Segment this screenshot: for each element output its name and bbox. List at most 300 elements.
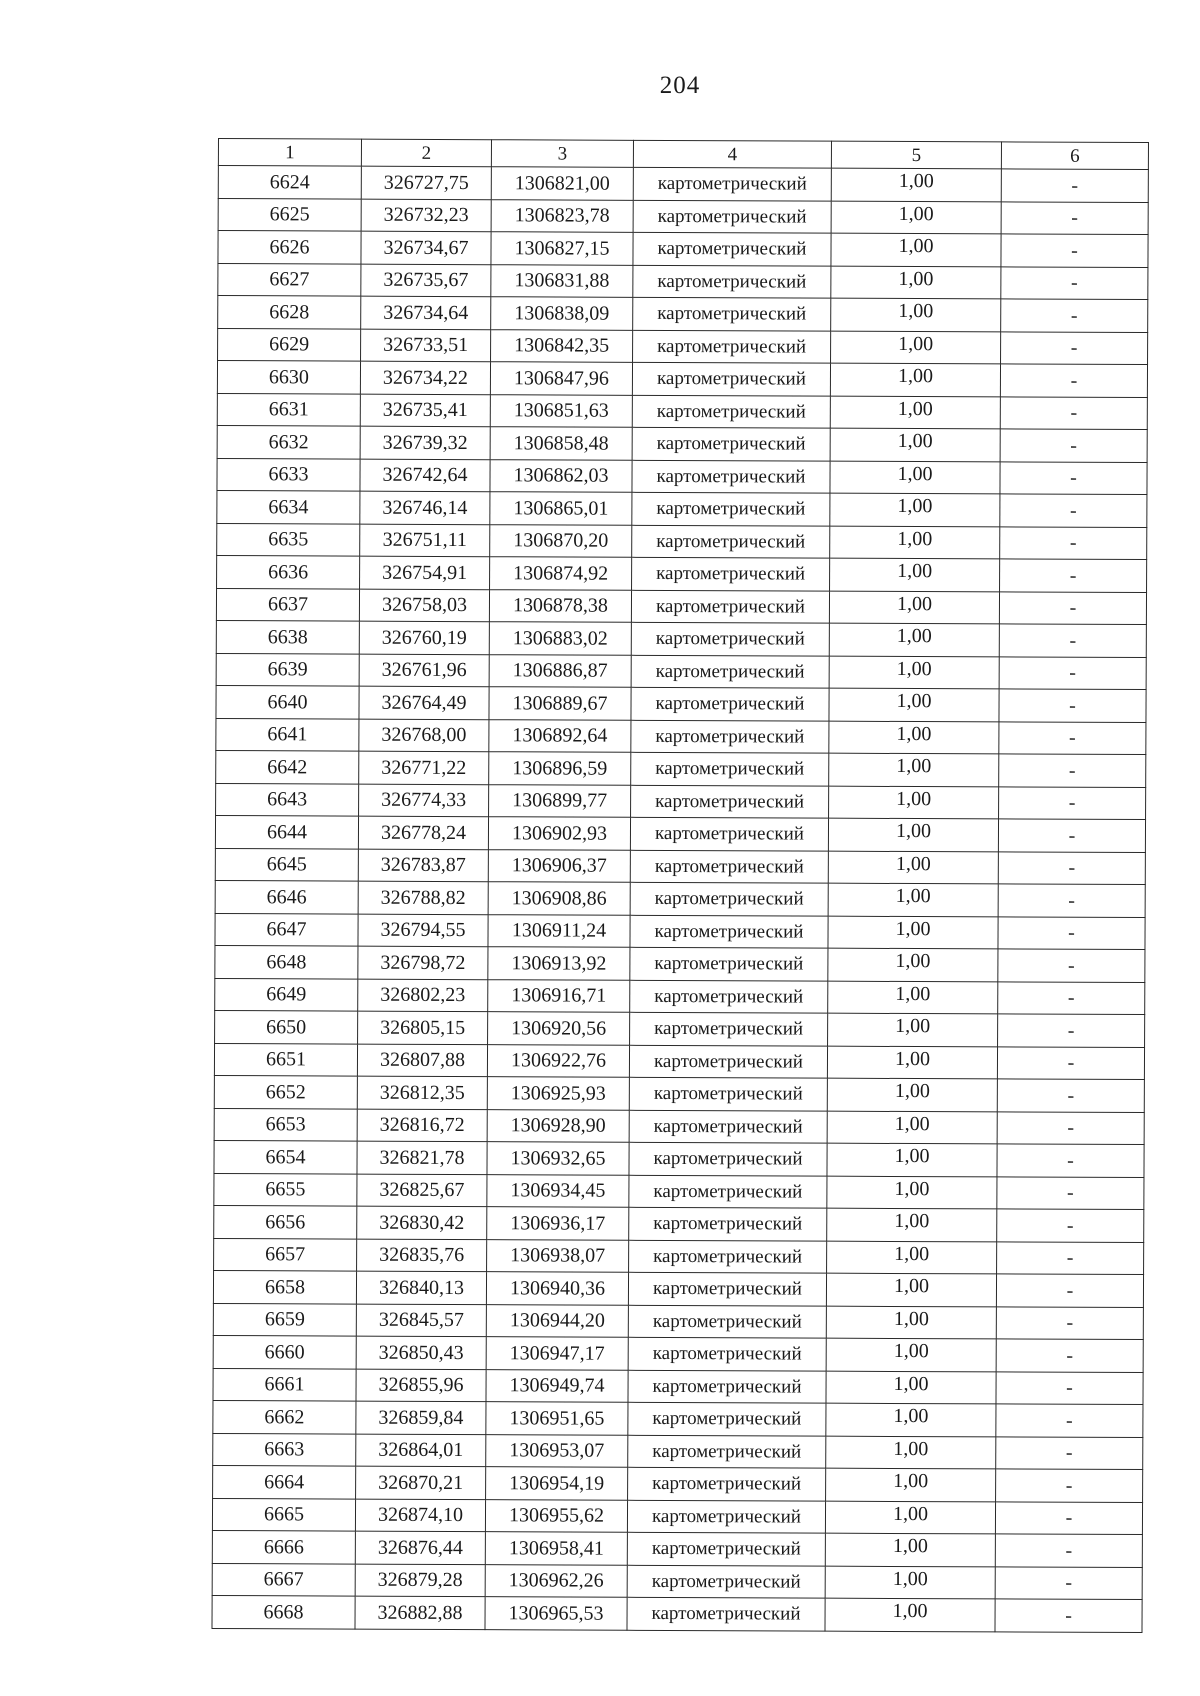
point-number-cell: 6652	[214, 1075, 357, 1108]
column-header-1: 1	[218, 139, 361, 167]
x-coordinate-cell: 326802,23	[358, 979, 488, 1012]
point-number-cell: 6661	[213, 1368, 356, 1401]
precision-cell: 1,00	[830, 526, 1000, 559]
method-cell: картометрический	[629, 1142, 827, 1175]
precision-cell: 1,00	[825, 1501, 995, 1534]
method-cell: картометрический	[627, 1565, 825, 1598]
y-coordinate-cell: 1306908,86	[488, 882, 630, 915]
method-cell: картометрический	[627, 1500, 825, 1533]
precision-cell: 1,00	[828, 948, 998, 981]
method-cell: картометрический	[630, 980, 828, 1013]
table-row	[213, 1335, 1143, 1372]
description-cell: -	[1001, 331, 1148, 364]
method-cell: картометрический	[631, 752, 829, 785]
precision-cell: 1,00	[827, 1241, 997, 1274]
point-number-cell: 6658	[213, 1270, 356, 1303]
table-row	[216, 783, 1146, 820]
x-coordinate-cell: 326835,76	[357, 1239, 487, 1272]
y-coordinate-cell: 1306925,93	[487, 1077, 629, 1110]
description-cell: -	[998, 819, 1145, 852]
x-coordinate-cell: 326805,15	[358, 1011, 488, 1044]
y-coordinate-cell: 1306851,63	[490, 394, 632, 427]
y-coordinate-cell: 1306838,09	[491, 297, 633, 330]
precision-cell: 1,00	[826, 1273, 996, 1306]
point-number-cell: 6634	[217, 490, 360, 523]
description-cell: -	[1000, 396, 1147, 429]
description-cell: -	[998, 851, 1145, 884]
point-number-cell: 6657	[214, 1238, 357, 1271]
precision-cell: 1,00	[827, 1176, 997, 1209]
point-number-cell: 6636	[217, 555, 360, 588]
method-cell: картометрический	[630, 1012, 828, 1045]
x-coordinate-cell: 326845,57	[356, 1304, 486, 1337]
x-coordinate-cell: 326778,24	[358, 816, 488, 849]
y-coordinate-cell: 1306916,71	[488, 979, 630, 1012]
table-row	[213, 1465, 1143, 1502]
x-coordinate-cell: 326783,87	[358, 849, 488, 882]
precision-cell: 1,00	[827, 1078, 997, 1111]
precision-cell: 1,00	[831, 233, 1001, 266]
point-number-cell: 6626	[218, 231, 361, 264]
table-header-row	[218, 139, 1148, 170]
precision-cell: 1,00	[831, 168, 1001, 201]
point-number-cell: 6645	[215, 848, 358, 881]
method-cell: картометрический	[628, 1402, 826, 1435]
x-coordinate-cell: 326830,42	[357, 1206, 487, 1239]
point-number-cell: 6635	[217, 523, 360, 556]
method-cell: картометрический	[633, 330, 831, 363]
point-number-cell: 6629	[218, 328, 361, 361]
description-cell: -	[998, 1014, 1145, 1047]
precision-cell: 1,00	[829, 786, 999, 819]
x-coordinate-cell: 326761,96	[359, 654, 489, 687]
column-header-3: 3	[491, 140, 633, 168]
method-cell: картометрический	[631, 785, 829, 818]
precision-cell: 1,00	[831, 331, 1001, 364]
x-coordinate-cell: 326774,33	[359, 784, 489, 817]
method-cell: картометрический	[632, 427, 830, 460]
column-header-4: 4	[633, 140, 831, 168]
table-row	[218, 166, 1148, 203]
description-cell: -	[999, 721, 1146, 754]
precision-cell: 1,00	[826, 1468, 996, 1501]
table-row	[213, 1368, 1143, 1405]
method-cell: картометрический	[630, 882, 828, 915]
y-coordinate-cell: 1306928,90	[487, 1109, 629, 1142]
description-cell: -	[999, 689, 1146, 722]
description-cell: -	[997, 1079, 1144, 1112]
precision-cell: 1,00	[826, 1338, 996, 1371]
x-coordinate-cell: 326727,75	[361, 166, 491, 199]
point-number-cell: 6664	[213, 1465, 356, 1498]
x-coordinate-cell: 326825,67	[357, 1174, 487, 1207]
table-row	[215, 945, 1145, 982]
method-cell: картометрический	[627, 1532, 825, 1565]
table-row	[216, 750, 1146, 787]
table-row	[217, 555, 1147, 592]
description-cell: -	[1000, 494, 1147, 527]
description-cell: -	[996, 1339, 1143, 1372]
method-cell: картометрический	[628, 1370, 826, 1403]
y-coordinate-cell: 1306932,65	[487, 1142, 629, 1175]
method-cell: картометрический	[632, 525, 830, 558]
method-cell: картометрический	[628, 1467, 826, 1500]
point-number-cell: 6640	[216, 685, 359, 718]
x-coordinate-cell: 326733,51	[361, 329, 491, 362]
method-cell: картометрический	[629, 1175, 827, 1208]
y-coordinate-cell: 1306821,00	[491, 167, 633, 200]
coordinates-table-wrapper	[211, 138, 1147, 1633]
y-coordinate-cell: 1306883,02	[489, 622, 631, 655]
y-coordinate-cell: 1306953,07	[486, 1434, 628, 1467]
y-coordinate-cell: 1306947,17	[486, 1337, 628, 1370]
point-number-cell: 6662	[213, 1400, 356, 1433]
description-cell: -	[1000, 429, 1147, 462]
precision-cell: 1,00	[831, 298, 1001, 331]
table-row	[214, 1108, 1144, 1145]
description-cell: -	[996, 1436, 1143, 1469]
point-number-cell: 6631	[217, 393, 360, 426]
point-number-cell: 6655	[214, 1173, 357, 1206]
description-cell: -	[997, 1144, 1144, 1177]
point-number-cell: 6628	[218, 296, 361, 329]
x-coordinate-cell: 326771,22	[359, 751, 489, 784]
y-coordinate-cell: 1306920,56	[488, 1012, 630, 1045]
y-coordinate-cell: 1306936,17	[487, 1207, 629, 1240]
precision-cell: 1,00	[828, 883, 998, 916]
table-row	[213, 1270, 1143, 1307]
x-coordinate-cell: 326742,64	[360, 459, 490, 492]
table-row	[217, 361, 1147, 398]
x-coordinate-cell: 326855,96	[356, 1369, 486, 1402]
table-row	[213, 1433, 1143, 1470]
x-coordinate-cell: 326807,88	[357, 1044, 487, 1077]
description-cell: -	[1001, 169, 1148, 202]
y-coordinate-cell: 1306823,78	[491, 199, 633, 232]
x-coordinate-cell: 326768,00	[359, 719, 489, 752]
method-cell: картометрический	[632, 492, 830, 525]
x-coordinate-cell: 326764,49	[359, 686, 489, 719]
method-cell: картометрический	[630, 850, 828, 883]
precision-cell: 1,00	[831, 266, 1001, 299]
method-cell: картометрический	[632, 557, 830, 590]
table-row	[218, 328, 1148, 365]
y-coordinate-cell: 1306962,26	[485, 1564, 627, 1597]
table-row	[215, 1010, 1145, 1047]
point-number-cell: 6643	[216, 783, 359, 816]
point-number-cell: 6632	[217, 425, 360, 458]
precision-cell: 1,00	[826, 1371, 996, 1404]
method-cell: картометрический	[631, 720, 829, 753]
method-cell: картометрический	[632, 362, 830, 395]
x-coordinate-cell: 326794,55	[358, 914, 488, 947]
method-cell: картометрический	[628, 1435, 826, 1468]
y-coordinate-cell: 1306874,92	[490, 557, 632, 590]
x-coordinate-cell: 326734,67	[361, 231, 491, 264]
y-coordinate-cell: 1306862,03	[490, 459, 632, 492]
method-cell: картометрический	[633, 200, 831, 233]
point-number-cell: 6660	[213, 1335, 356, 1368]
method-cell: картометрический	[631, 687, 829, 720]
precision-cell: 1,00	[827, 1143, 997, 1176]
column-header-5: 5	[831, 141, 1001, 169]
x-coordinate-cell: 326874,10	[355, 1499, 485, 1532]
table-row	[214, 1238, 1144, 1275]
x-coordinate-cell: 326788,82	[358, 881, 488, 914]
description-cell: -	[999, 754, 1146, 787]
method-cell: картометрический	[628, 1272, 826, 1305]
y-coordinate-cell: 1306955,62	[485, 1499, 627, 1532]
y-coordinate-cell: 1306889,67	[489, 687, 631, 720]
y-coordinate-cell: 1306949,74	[486, 1369, 628, 1402]
precision-cell: 1,00	[828, 1013, 998, 1046]
point-number-cell: 6651	[214, 1043, 357, 1076]
x-coordinate-cell: 326864,01	[356, 1434, 486, 1467]
table-row	[215, 978, 1145, 1015]
point-number-cell: 6641	[216, 718, 359, 751]
table-row	[218, 296, 1148, 333]
y-coordinate-cell: 1306878,38	[489, 589, 631, 622]
description-cell: -	[997, 1209, 1144, 1242]
point-number-cell: 6668	[212, 1595, 355, 1628]
method-cell: картометрический	[633, 232, 831, 265]
method-cell: картометрический	[633, 167, 831, 200]
table-row	[217, 523, 1147, 560]
table-row	[216, 685, 1146, 722]
y-coordinate-cell: 1306842,35	[491, 329, 633, 362]
point-number-cell: 6639	[216, 653, 359, 686]
method-cell: картометрический	[628, 1337, 826, 1370]
y-coordinate-cell: 1306934,45	[487, 1174, 629, 1207]
x-coordinate-cell: 326734,64	[361, 296, 491, 329]
point-number-cell: 6650	[215, 1010, 358, 1043]
precision-cell: 1,00	[830, 558, 1000, 591]
point-number-cell: 6625	[218, 198, 361, 231]
method-cell: картометрический	[629, 1240, 827, 1273]
x-coordinate-cell: 326760,19	[359, 621, 489, 654]
table-row	[215, 913, 1145, 950]
x-coordinate-cell: 326870,21	[356, 1466, 486, 1499]
point-number-cell: 6656	[214, 1205, 357, 1238]
description-cell: -	[996, 1306, 1143, 1339]
description-cell: -	[996, 1371, 1143, 1404]
x-coordinate-cell: 326876,44	[355, 1531, 485, 1564]
description-cell: -	[996, 1274, 1143, 1307]
description-cell: -	[998, 884, 1145, 917]
table-row	[218, 198, 1148, 235]
precision-cell: 1,00	[830, 363, 1000, 396]
method-cell: картометрический	[628, 1305, 826, 1338]
precision-cell: 1,00	[826, 1306, 996, 1339]
precision-cell: 1,00	[830, 461, 1000, 494]
description-cell: -	[1001, 234, 1148, 267]
table-row	[215, 848, 1145, 885]
point-number-cell: 6646	[215, 880, 358, 913]
description-cell: -	[995, 1501, 1142, 1534]
precision-cell: 1,00	[825, 1598, 995, 1631]
description-cell: -	[999, 591, 1146, 624]
table-row	[217, 490, 1147, 527]
method-cell: картометрический	[630, 817, 828, 850]
point-number-cell: 6666	[212, 1530, 355, 1563]
precision-cell: 1,00	[829, 753, 999, 786]
point-number-cell: 6654	[214, 1140, 357, 1173]
description-cell: -	[999, 624, 1146, 657]
point-number-cell: 6653	[214, 1108, 357, 1141]
description-cell: -	[997, 1241, 1144, 1274]
x-coordinate-cell: 326754,91	[360, 556, 490, 589]
y-coordinate-cell: 1306951,65	[486, 1402, 628, 1435]
description-cell: -	[1001, 299, 1148, 332]
y-coordinate-cell: 1306865,01	[490, 492, 632, 525]
table-row	[218, 263, 1148, 300]
y-coordinate-cell: 1306902,93	[488, 817, 630, 850]
precision-cell: 1,00	[828, 818, 998, 851]
precision-cell: 1,00	[828, 916, 998, 949]
description-cell: -	[999, 786, 1146, 819]
table-row	[218, 231, 1148, 268]
method-cell: картометрический	[631, 590, 829, 623]
y-coordinate-cell: 1306954,19	[486, 1467, 628, 1500]
precision-cell: 1,00	[825, 1566, 995, 1599]
point-number-cell: 6624	[218, 166, 361, 199]
table-body	[212, 166, 1148, 1633]
column-header-6: 6	[1001, 142, 1148, 170]
table-row	[215, 815, 1145, 852]
point-number-cell: 6649	[215, 978, 358, 1011]
x-coordinate-cell: 326859,84	[356, 1401, 486, 1434]
y-coordinate-cell: 1306892,64	[489, 719, 631, 752]
description-cell: -	[1000, 461, 1147, 494]
point-number-cell: 6630	[217, 361, 360, 394]
y-coordinate-cell: 1306922,76	[487, 1044, 629, 1077]
precision-cell: 1,00	[830, 493, 1000, 526]
precision-cell: 1,00	[829, 623, 999, 656]
table-row	[214, 1140, 1144, 1177]
method-cell: картометрический	[629, 1207, 827, 1240]
description-cell: -	[997, 1111, 1144, 1144]
y-coordinate-cell: 1306886,87	[489, 654, 631, 687]
x-coordinate-cell: 326816,72	[357, 1109, 487, 1142]
table-row	[212, 1563, 1142, 1600]
x-coordinate-cell: 326735,41	[360, 394, 490, 427]
description-cell: -	[995, 1534, 1142, 1567]
x-coordinate-cell: 326812,35	[357, 1076, 487, 1109]
method-cell: картометрический	[629, 1077, 827, 1110]
description-cell: -	[1000, 559, 1147, 592]
method-cell: картометрический	[633, 265, 831, 298]
table-row	[216, 653, 1146, 690]
y-coordinate-cell: 1306899,77	[489, 784, 631, 817]
precision-cell: 1,00	[826, 1403, 996, 1436]
x-coordinate-cell: 326735,67	[361, 264, 491, 297]
point-number-cell: 6663	[213, 1433, 356, 1466]
point-number-cell: 6644	[215, 815, 358, 848]
x-coordinate-cell: 326739,32	[360, 426, 490, 459]
method-cell: картометрический	[632, 460, 830, 493]
precision-cell: 1,00	[828, 851, 998, 884]
point-number-cell: 6637	[216, 588, 359, 621]
table-row	[216, 588, 1146, 625]
x-coordinate-cell: 326798,72	[358, 946, 488, 979]
table-row	[214, 1075, 1144, 1112]
precision-cell: 1,00	[827, 1046, 997, 1079]
x-coordinate-cell: 326821,78	[357, 1141, 487, 1174]
description-cell: -	[996, 1469, 1143, 1502]
y-coordinate-cell: 1306827,15	[491, 232, 633, 265]
point-number-cell: 6648	[215, 945, 358, 978]
table-row	[216, 620, 1146, 657]
column-header-2: 2	[361, 139, 491, 167]
description-cell: -	[997, 1176, 1144, 1209]
y-coordinate-cell: 1306913,92	[488, 947, 630, 980]
x-coordinate-cell: 326734,22	[360, 361, 490, 394]
y-coordinate-cell: 1306870,20	[490, 524, 632, 557]
y-coordinate-cell: 1306940,36	[486, 1272, 628, 1305]
x-coordinate-cell: 326850,43	[356, 1336, 486, 1369]
y-coordinate-cell: 1306965,53	[485, 1597, 627, 1630]
point-number-cell: 6665	[212, 1498, 355, 1531]
method-cell: картометрический	[631, 655, 829, 688]
point-number-cell: 6627	[218, 263, 361, 296]
precision-cell: 1,00	[829, 721, 999, 754]
description-cell: -	[1001, 201, 1148, 234]
y-coordinate-cell: 1306906,37	[488, 849, 630, 882]
method-cell: картометрический	[629, 1110, 827, 1143]
x-coordinate-cell: 326879,28	[355, 1564, 485, 1597]
table-row	[214, 1173, 1144, 1210]
table-row	[213, 1400, 1143, 1437]
table-row	[214, 1043, 1144, 1080]
table-row	[217, 425, 1147, 462]
precision-cell: 1,00	[829, 656, 999, 689]
precision-cell: 1,00	[830, 428, 1000, 461]
method-cell: картометрический	[632, 395, 830, 428]
description-cell: -	[998, 981, 1145, 1014]
y-coordinate-cell: 1306938,07	[487, 1239, 629, 1272]
point-number-cell: 6633	[217, 458, 360, 491]
x-coordinate-cell: 326882,88	[355, 1596, 485, 1629]
description-cell: -	[1000, 364, 1147, 397]
y-coordinate-cell: 1306847,96	[490, 362, 632, 395]
y-coordinate-cell: 1306958,41	[485, 1532, 627, 1565]
table-row	[217, 458, 1147, 495]
method-cell: картометрический	[631, 622, 829, 655]
table-row	[212, 1530, 1142, 1567]
description-cell: -	[996, 1404, 1143, 1437]
table-row	[215, 880, 1145, 917]
point-number-cell: 6638	[216, 620, 359, 653]
method-cell: картометрический	[627, 1597, 825, 1630]
description-cell: -	[999, 656, 1146, 689]
table-row	[217, 393, 1147, 430]
precision-cell: 1,00	[825, 1533, 995, 1566]
y-coordinate-cell: 1306896,59	[489, 752, 631, 785]
coordinates-table	[211, 138, 1148, 1633]
y-coordinate-cell: 1306911,24	[488, 914, 630, 947]
description-cell: -	[995, 1566, 1142, 1599]
description-cell: -	[997, 1046, 1144, 1079]
description-cell: -	[995, 1599, 1142, 1632]
method-cell: картометрический	[630, 915, 828, 948]
point-number-cell: 6659	[213, 1303, 356, 1336]
table-row	[212, 1498, 1142, 1535]
precision-cell: 1,00	[829, 591, 999, 624]
point-number-cell: 6642	[216, 750, 359, 783]
x-coordinate-cell: 326758,03	[359, 589, 489, 622]
table-row	[216, 718, 1146, 755]
method-cell: картометрический	[630, 947, 828, 980]
